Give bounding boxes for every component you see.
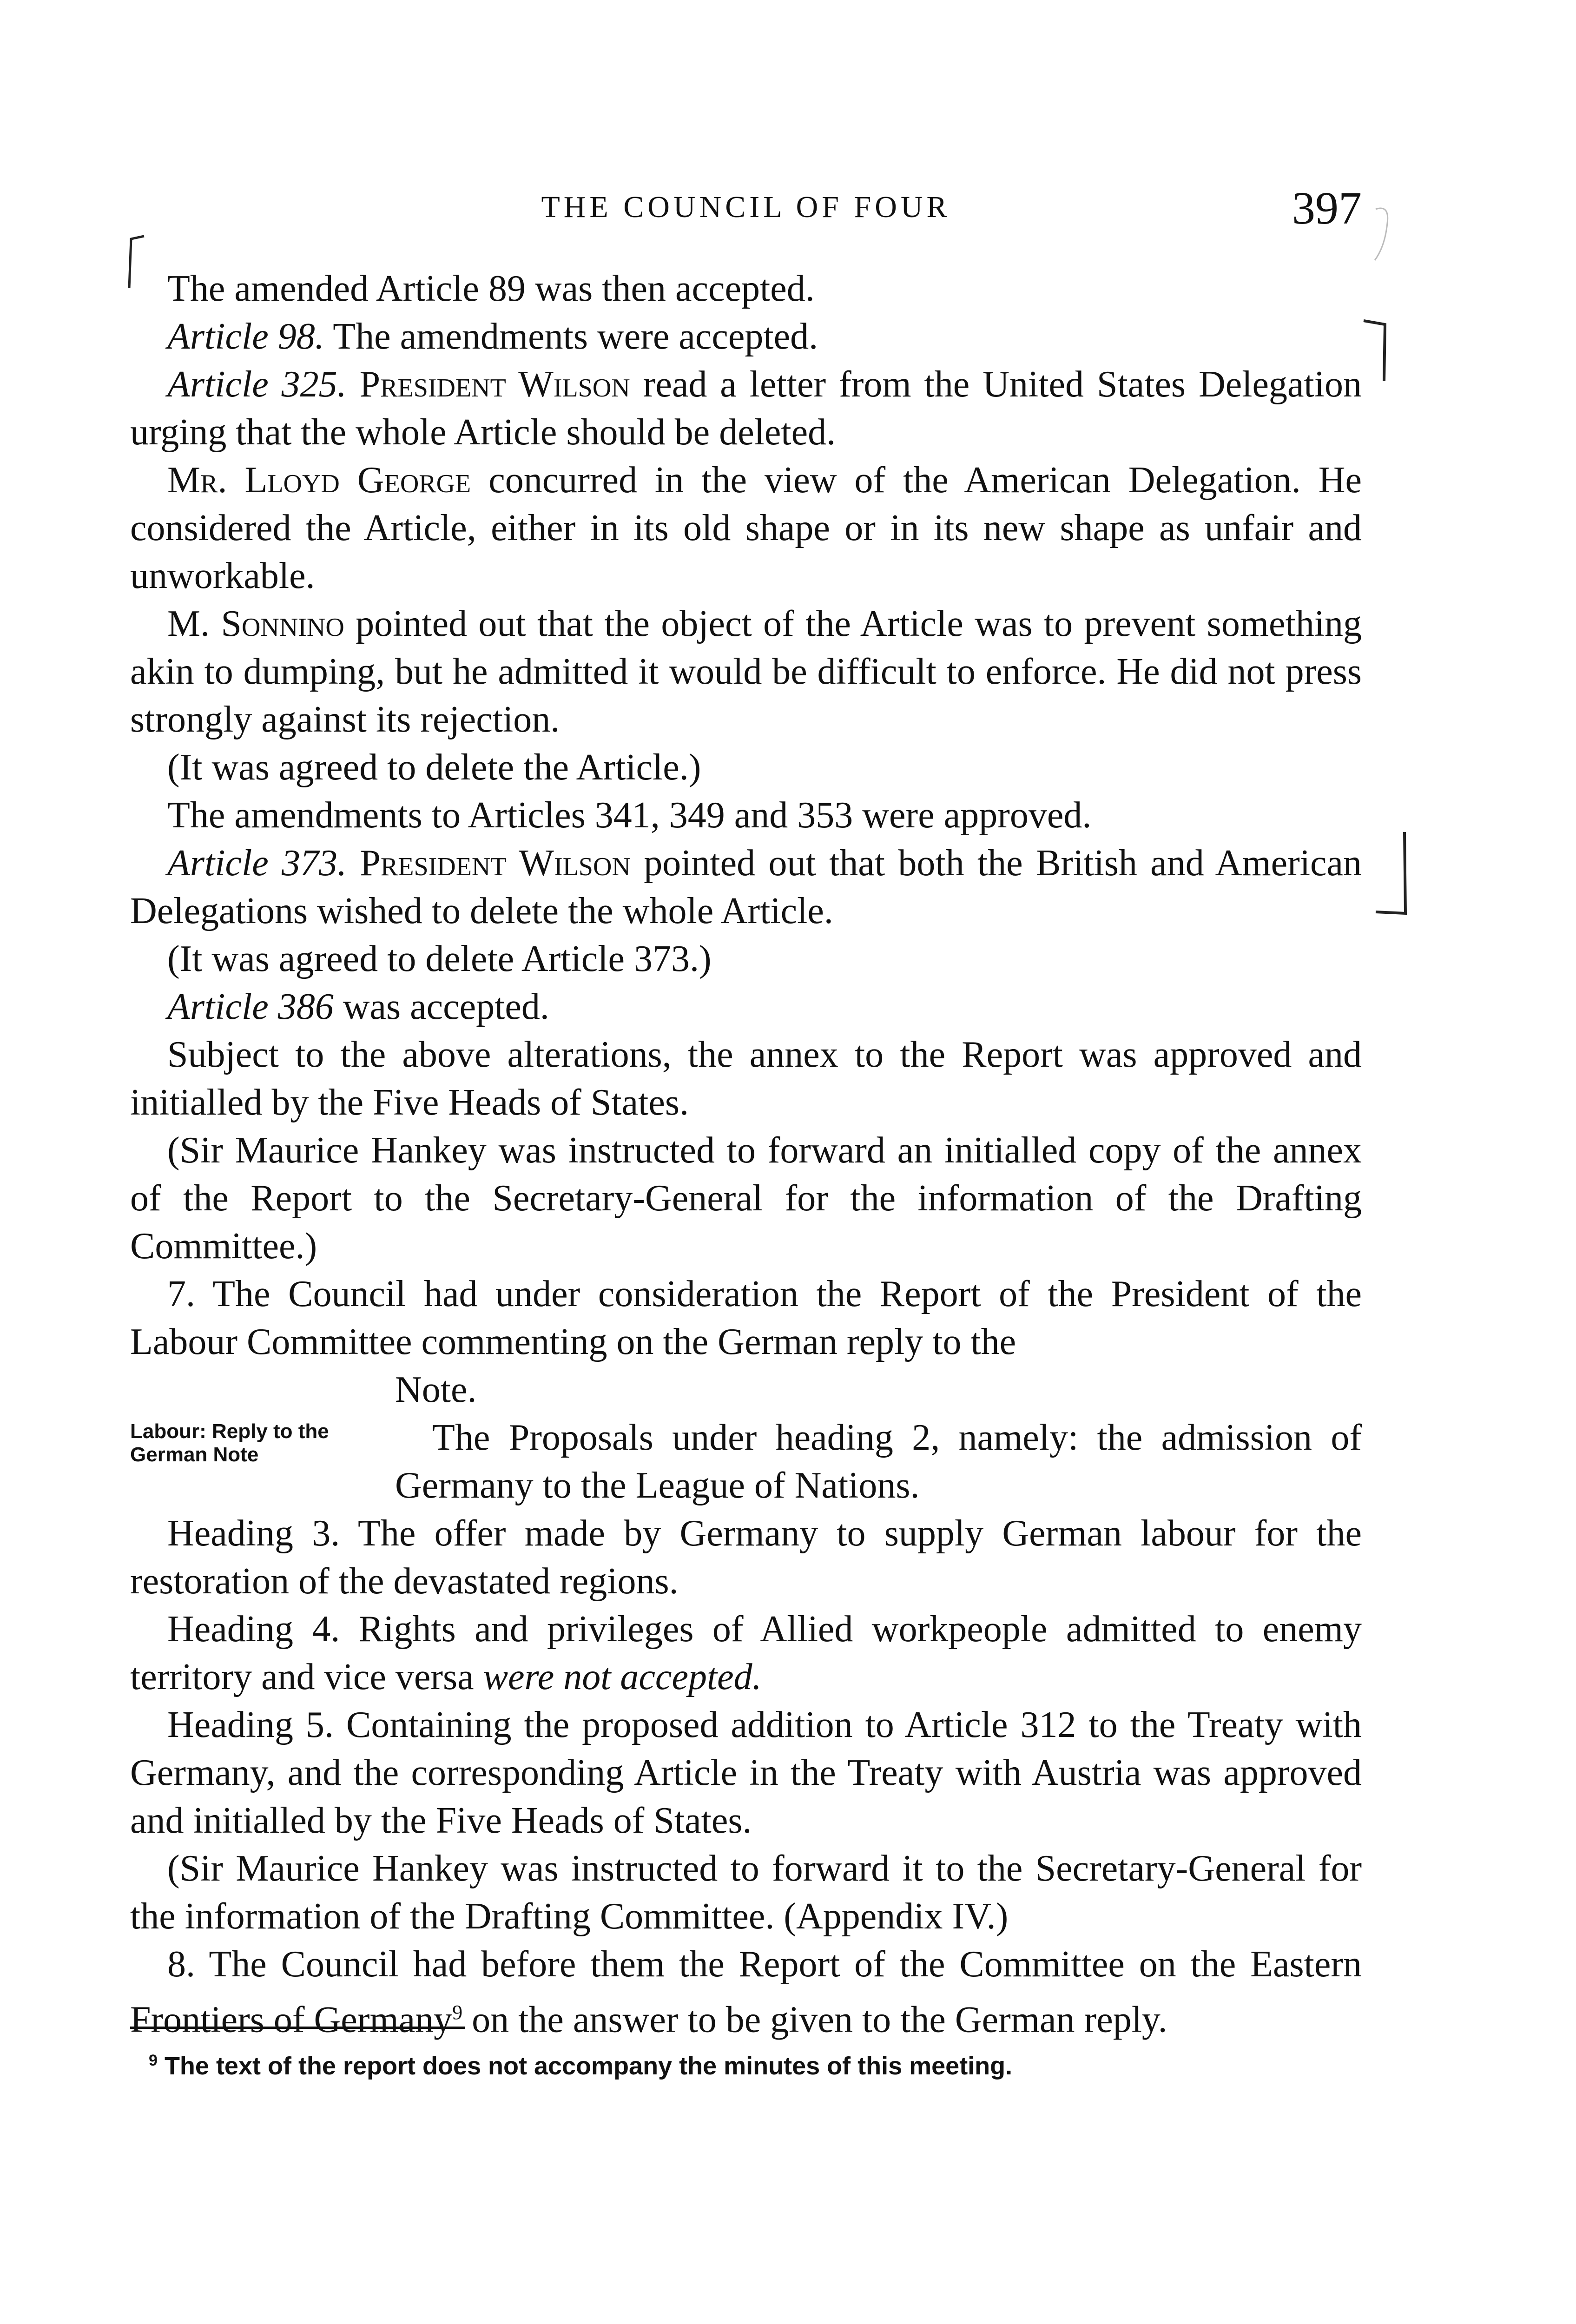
paragraph: Article 98. The amendments were accepted. (167, 316, 818, 357)
paragraph: The amended Article 89 was then accepted. (167, 268, 815, 309)
running-title: THE COUNCIL OF FOUR (541, 190, 951, 224)
body-text (130, 265, 1362, 2044)
footnote-rule (130, 2027, 465, 2029)
bracket-mark-right-lower (1371, 827, 1413, 920)
paragraph: Note. (395, 1369, 477, 1410)
paragraph: Subject to the above alterations, the annex to the Report was approved and initialled by the Five Heads of States. (130, 1034, 1362, 1123)
paragraph: Mr. Lloyd George concurred in the view of the American Delegation. He considered the Article, either in its old shape or in its new shape as unfair and unworkable. (130, 460, 1362, 596)
margin-smudge (1371, 195, 1399, 274)
paragraph: (It was agreed to delete the Article.) (167, 747, 701, 788)
paragraph: Heading 5. Containing the proposed addition to Article 312 to the Treaty with Germany, and the corresponding Article in the Treaty with Austria was approved and initialled by the Five Heads of States. (130, 1704, 1362, 1841)
footnote-text: The text of the report does not accompany the minutes of this meeting. (164, 2052, 1013, 2080)
side-section (130, 1366, 1362, 1510)
paragraph: M. Sonnino pointed out that the object of the Article was to prevent something akin to dumping, but he admitted it would be difficult to enforce. He did not press strongly against its rejection. (130, 603, 1362, 740)
paragraph: Article 386 was accepted. (167, 986, 549, 1027)
paragraph: (Sir Maurice Hankey was instructed to forward an initialled copy of the annex of the Report to the Secretary-General for the information of the Drafting Committee.) (130, 1130, 1362, 1267)
paragraph: 7. The Council had under consideration the Report of the President of the Labour Committee commenting on the German reply to the (130, 1274, 1362, 1362)
paragraph: (It was agreed to delete Article 373.) (167, 938, 712, 979)
paragraph: The amendments to Articles 341, 349 and 353 were approved. (167, 795, 1092, 836)
paragraph: The Proposals under heading 2, namely: the admission of Germany to the League of Nations. (395, 1417, 1362, 1506)
paragraph: 8. The Council had before them the Report of the Committee on the Eastern Frontiers of Germany$^9$ on the answer to be given to the German reply. (130, 1944, 1362, 2040)
footnote-marker: 9 (149, 2052, 158, 2069)
paragraph: Heading 3. The offer made by Germany to supply German labour for the restoration of the devastated regions. (130, 1513, 1362, 1602)
bracket-mark-right (1362, 311, 1399, 386)
paragraph: (Sir Maurice Hankey was instructed to forward it to the Secretary-General for the information of the Drafting Committee. (Appendix IV.) (130, 1848, 1362, 1937)
paragraph: Article 373. President Wilson pointed out that both the British and American Delegations wished to delete the whole Article. (130, 843, 1362, 931)
paragraph: Article 325. President Wilson read a letter from the United States Delegation urging that the whole Article should be deleted. (130, 364, 1362, 453)
margin-note: Labour: Reply to the German Note (130, 1420, 329, 1466)
page-number: 397 (1292, 182, 1362, 234)
paragraph: Heading 4. Rights and privileges of Allied workpeople admitted to enemy territory and vice versa were not accepted. (130, 1609, 1362, 1697)
side-lines (395, 1366, 1362, 1510)
footnote-ref: 9 (452, 2001, 463, 2024)
footnote (149, 2045, 1357, 2081)
page-header (130, 181, 1362, 232)
